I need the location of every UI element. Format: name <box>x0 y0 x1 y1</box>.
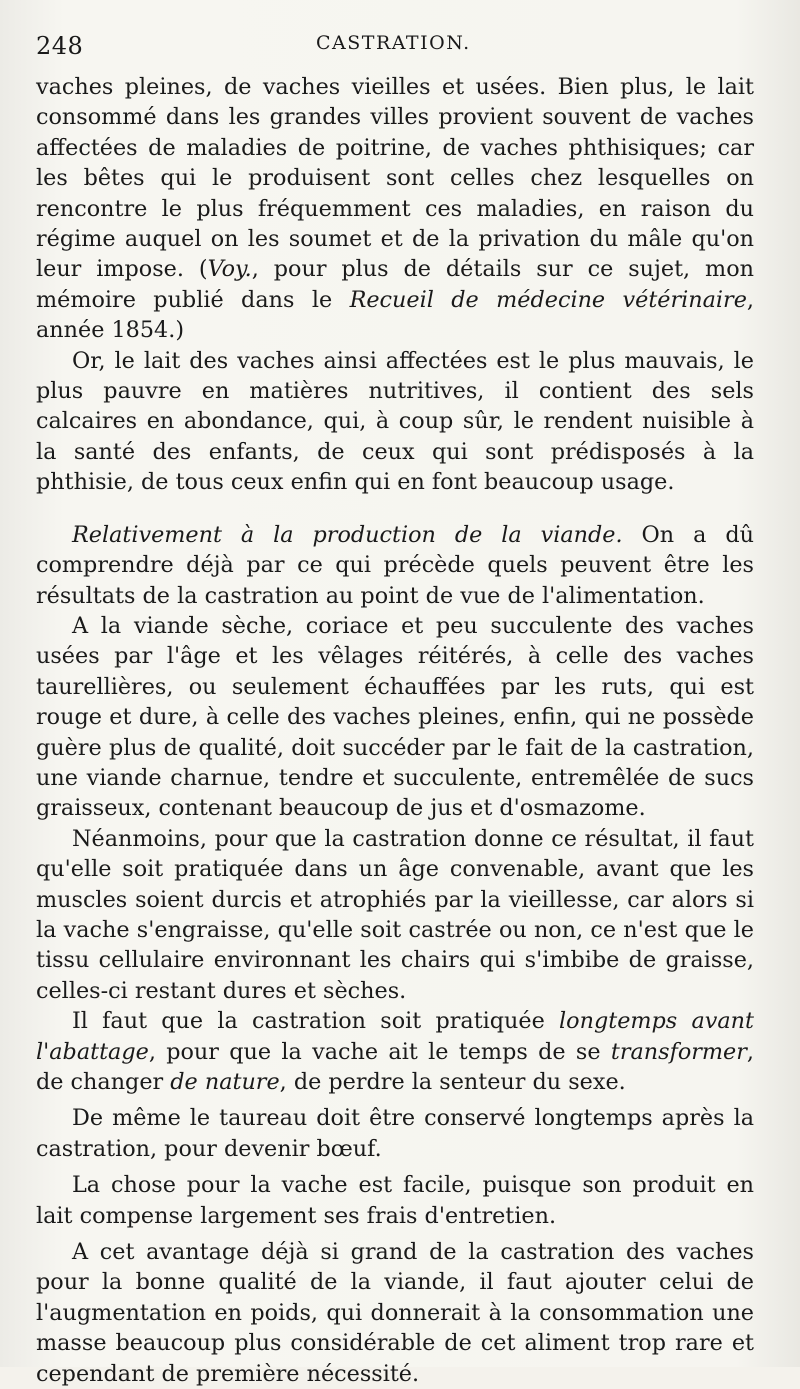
running-head <box>36 26 754 66</box>
paragraph <box>36 520 754 611</box>
paragraph-text: La chose pour la vache est facile, puisque son produit en lait compense largement ses frais d'entretien. <box>36 1172 754 1229</box>
paragraph-text: A cet avantage déjà si grand de la castration des vaches pour la bonne qualité de la viande, il faut ajouter celui de l'augmentation en poids, qui donnerait à la consommation une masse beaucoup plus considérable de cet aliment trop rare et cependant de première nécessité. <box>36 1239 754 1387</box>
paragraph <box>36 611 754 824</box>
paragraph <box>36 72 754 346</box>
italic-text: Recueil de médecine vétérinaire <box>349 286 747 313</box>
paragraph <box>36 1237 754 1389</box>
italic-text: longtemps avant l'abattage <box>36 1008 754 1065</box>
italic-text: Relativement à la production de la viande. <box>72 521 623 548</box>
page-number: 248 <box>36 32 84 60</box>
paragraph-text: , pour que la vache ait le temps de se <box>148 1038 611 1065</box>
italic-text: transformer <box>610 1038 747 1065</box>
italic-text: de nature <box>170 1069 280 1095</box>
paragraph-text: , de changer <box>36 1038 754 1095</box>
paragraph-text: De même le taureau doit être conservé longtemps après la castration, pour devenir bœuf. <box>36 1105 754 1162</box>
paragraph-text: Or, le lait des vaches ainsi affectées est le plus mauvais, le plus pauvre en matières nutritives, il contient des sels calcaires en abondance, qui, à coup sûr, le rendent nuisible à la santé des enfants, de ceux qui sont prédisposés à la phthisie, de tous ceux enfin qui en font beaucoup usage. <box>36 347 754 496</box>
paragraph-text: , année 1854.) <box>36 286 754 344</box>
running-title: CASTRATION. <box>316 32 471 54</box>
body-text <box>36 72 754 1389</box>
italic-text: Voy. <box>207 256 252 283</box>
paragraph <box>36 1170 754 1231</box>
paragraph <box>36 1103 754 1164</box>
paragraph <box>36 1006 754 1097</box>
paragraph-text: A la viande sèche, coriace et peu succulente des vaches usées par l'âge et les vêlages réitérés, à celle des vaches taurellières, ou seulement échauffées par les ruts, qui est rouge et dure, à celle des vaches pleines, enfin, qui ne possède guère plus de qualité, doit succéder par le fait de la castration, une viande charnue, tendre et succulente, entremêlée de sucs graisseux, contenant beaucoup de jus et d'osmazome. <box>36 612 754 822</box>
paragraph-text: , de perdre la senteur du sexe. <box>279 1069 626 1095</box>
paragraph <box>36 346 754 498</box>
paragraph-text: On a dû comprendre déjà par ce qui précède quels peuvent être les résultats de la castration au point de vue de l'alimentation. <box>36 521 754 609</box>
paragraph-text: Il faut que la castration soit pratiquée <box>72 1008 560 1035</box>
paragraph <box>36 824 754 1006</box>
paragraph-text: Néanmoins, pour que la castration donne ce résultat, il faut qu'elle soit pratiquée dans un âge convenable, avant que les muscles soient durcis et atrophiés par la vieillesse, car alors si la vache s'engraisse, qu'elle soit castrée ou non, ce n'est que le tissu cellulaire environnant les chairs qui s'imbibe de graisse, celles-ci restant dures et sèches. <box>36 825 754 1004</box>
paragraph-text: , pour plus de détails sur ce sujet, mon mémoire publié dans le <box>36 256 754 313</box>
paragraph-text: vaches pleines, de vaches vieilles et usées. Bien plus, le lait consommé dans les grandes villes provient souvent de vaches affectées de maladies de poitrine, de vaches phthisiques; car les bêtes qui le produisent sont celles chez lesquelles on rencontre le plus fréquemment ces maladies, en raison du régime auquel on les soumet et de la privation du mâle qu'on leur impose. ( <box>36 74 754 283</box>
